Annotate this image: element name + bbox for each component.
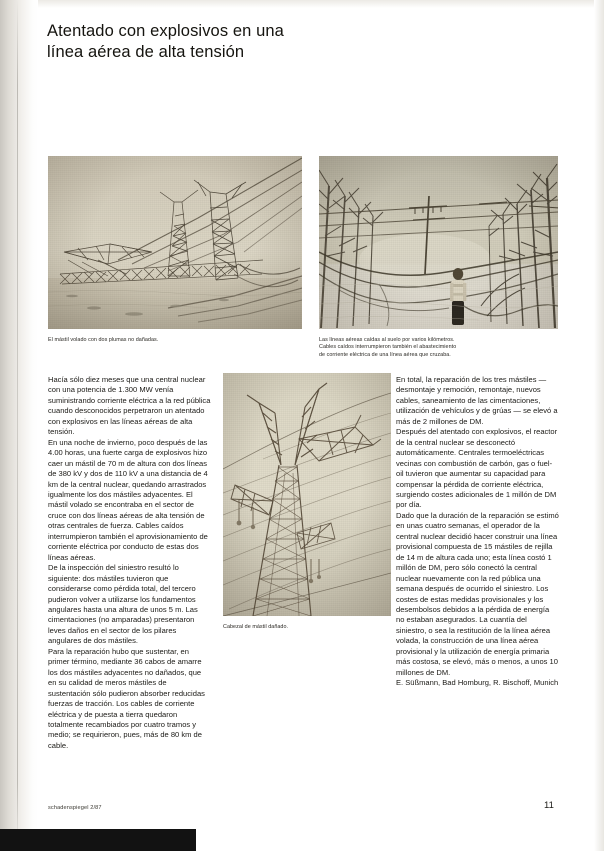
caption-line: de corriente eléctrica de una línea aérea que cruzaba.: [319, 351, 451, 358]
photo-vignette: [319, 156, 558, 329]
caption-downed-lines: [319, 337, 559, 359]
photo-mast-head: [223, 373, 391, 616]
body-paragraph: Después del atentado con explosivos, el reactor de la central nuclear se desconectó automáticamente. Centrales termoeléctricas vecinas con combustión de carbón, gas o fuel-oil tuvieron que aumentar su capacidad para compensar la pérdida de corriente eléctrica, surgiendo costes adicionales de 1 millón de DM por día.: [396, 427, 558, 510]
page-title-line: línea aérea de alta tensión: [47, 43, 245, 62]
footer-page-number: 11: [544, 800, 554, 811]
caption-line: Las líneas aéreas caídas al suelo por varios kilómetros.: [319, 337, 455, 343]
caption-line: Cabezal de mástil dañado.: [223, 624, 289, 630]
page-title-line: Atentado con explosivos en una: [47, 22, 284, 41]
body-paragraph: Dado que la duración de la reparación se estimó en unas cuatro semanas, el operador de la central nuclear decidió hacer construir una línea provisional compuesta de 15 mástiles de rejilla de 14 m de altura cada uno; esta línea costó 1 millón de DM, pero sólo conectó la central nuclear nuevamente con la red pública una semana después de ocurrido el siniestro. Los costes de estas medidas provisionales y los desembolsos debidos a la pérdida de energía no estaban asegurados. La cuantía del siniestro, o sea la restitución de la línea aérea volada, la construcción de una línea aérea provisional y la utilización de energía primaria más costosa, se elevó, más o menos, a unos 10 millones de DM.: [396, 510, 559, 677]
photo-collapsed-pylon: [48, 156, 302, 329]
caption-collapsed-pylon: [48, 337, 303, 344]
body-paragraph: En una noche de invierno, poco después de las 4.00 horas, una fuerte carga de explosivos hizo caer un mástil de 70 m de altura con dos líneas de 380 kV y dos de 110 kV a una distancia de 4 km de la central nuclear, quedando arrastrados igualmente los dos mástiles adyacentes. El mástil volado se encontraba en el sector de cruce con dos líneas aéreas de alta tensión de otras centrales de fuerza. Cables caídos interrumpieron también el aprovisionamiento de corriente eléctrica por conducto de estas dos líneas aéreas.: [48, 437, 208, 562]
page-title: [47, 21, 477, 63]
photo-downed-lines: [319, 156, 558, 329]
body-paragraph: Hacía sólo diez meses que una central nuclear con una potencia de 1.300 MW venía suministrando corriente eléctrica a la red pública cuando desconocidos perpetraron un atentado con explosivos en las líneas aéreas de alta tensión.: [48, 375, 211, 437]
body-column-left: [48, 375, 211, 751]
body-paragraph: Para la reparación hubo que sustentar, en primer término, mediante 36 cabos de amarre los dos mástiles adyacentes no dañados, que en su calidad de meros mástiles de sustentación sólo pudieron absorber reducidas fuerzas de tracción. Los cables de corriente eléctrica y de puesta a tierra quedaron totalmente recambiados por cuatro tramos y medio; se requirieron, pues, más de 80 km de cable.: [48, 646, 205, 750]
photo-vignette: [48, 156, 302, 329]
caption-line: Cables caídos interrumpieron también el abastecimiento: [319, 344, 457, 351]
caption-mast-head: [223, 624, 393, 631]
body-paragraph: De la inspección del siniestro resultó lo siguiente: dos mástiles tuvieron que considerarse como pérdida total, del tercero pudieron volver a utilizarse los fundamentos angulares hasta una altura de unos 5 m. Las cimentaciones (no amparadas) presentaron leves daños en el sector de los pilares angulares de dos mástiles.: [48, 563, 198, 646]
body-paragraph: En total, la reparación de los tres mástiles — desmontaje y remoción, remontaje, nuevos cables, saneamiento de las cimentaciones, utilización de vehículos y de grúas — se elevó a más de 2 millones de DM.: [396, 375, 558, 426]
body-column-right: [396, 375, 559, 689]
photo-vignette: [223, 373, 391, 616]
footer-issue-label: schadenspiegel 2/87: [48, 805, 102, 811]
caption-line: El mástil volado con dos plumas no dañadas.: [48, 337, 159, 343]
article-byline: E. Süßmann, Bad Homburg, R. Bischoff, Munich: [396, 678, 559, 688]
